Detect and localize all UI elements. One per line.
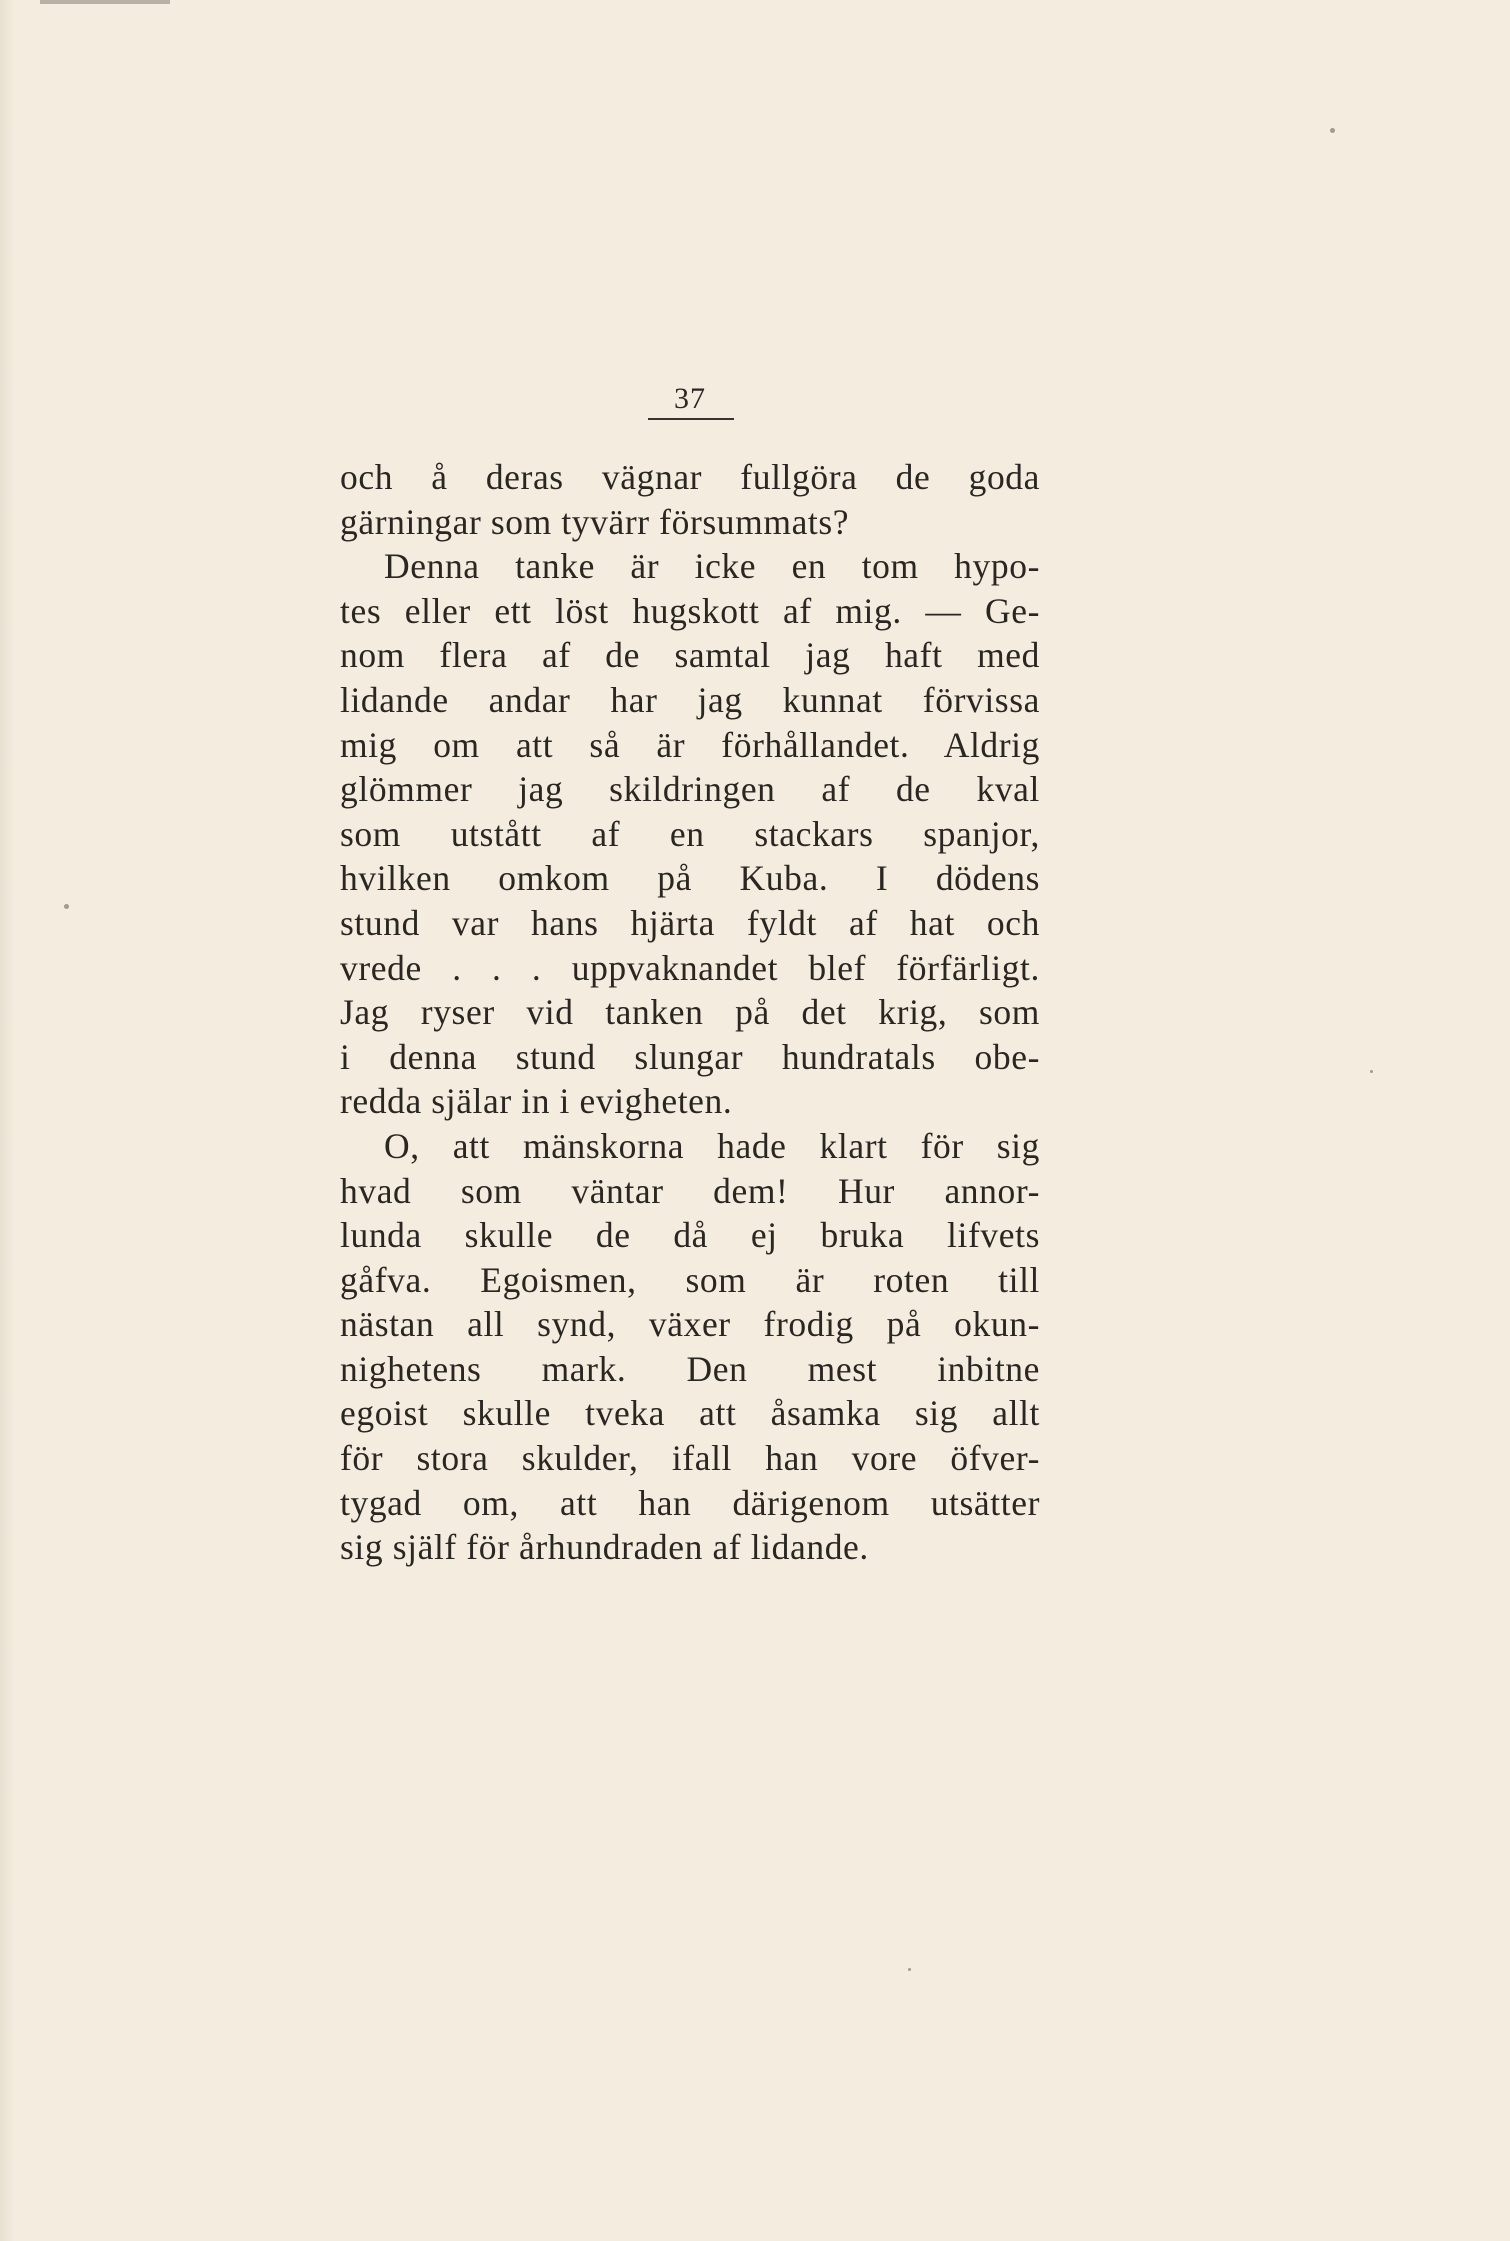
page-number-underline	[648, 418, 734, 420]
text-line: stund var hans hjärta fyldt af hat och	[340, 902, 1040, 943]
text-line: och å deras vägnar fullgöra de goda	[340, 457, 1040, 497]
text-line: gåfva. Egoismen, som är roten till	[340, 1259, 1040, 1300]
text-line: nighetens mark. Den mest inbitne	[340, 1348, 1040, 1389]
paper-speck	[908, 1968, 911, 1971]
text-line: Jag ryser vid tanken på det krig, som	[340, 992, 1040, 1033]
text-line: egoist skulle tveka att åsamka sig allt	[340, 1393, 1040, 1434]
text-line: lunda skulle de då ej bruka lifvets	[340, 1215, 1040, 1256]
text-line: glömmer jag skildringen af de kval	[340, 769, 1040, 810]
paper-speck	[1370, 1070, 1373, 1073]
text-line: mig om att så är förhållandet. Aldrig	[340, 724, 1040, 765]
text-line: som utstått af en stackars spanjor,	[340, 813, 1040, 854]
page-number: 37	[674, 382, 706, 415]
paper-speck	[64, 904, 69, 909]
text-line: nom flera af de samtal jag haft med	[340, 635, 1040, 676]
body-text	[340, 455, 1040, 1570]
text-line: O, att mänskorna hade klart för sig	[384, 1125, 1040, 1166]
text-line: gärningar som tyvärr försummats?	[340, 501, 850, 542]
text-line: lidande andar har jag kunnat förvissa	[340, 679, 1040, 720]
text-line: sig själf för århundraden af lidande.	[340, 1527, 869, 1568]
text-line: för stora skulder, ifall han vore öfver-	[340, 1438, 1040, 1479]
text-line: tygad om, att han därigenom utsätter	[340, 1482, 1040, 1523]
scan-edge-mark	[40, 0, 170, 4]
page-edge-shadow	[0, 0, 14, 2241]
text-line: redda själar in i evigheten.	[340, 1081, 733, 1122]
text-line: hvilken omkom på Kuba. I dödens	[340, 858, 1040, 899]
paper-speck	[1330, 128, 1335, 133]
text-line: vrede . . . uppvaknandet blef förfärligt.	[340, 947, 1040, 988]
text-line: hvad som väntar dem! Hur annor-	[340, 1170, 1040, 1211]
text-line: i denna stund slungar hundratals obe-	[340, 1036, 1040, 1077]
text-line: tes eller ett löst hugskott af mig. — Ge-	[340, 590, 1040, 631]
text-line: nästan all synd, växer frodig på okun-	[340, 1304, 1040, 1345]
text-line: Denna tanke är icke en tom hypo-	[384, 546, 1040, 587]
